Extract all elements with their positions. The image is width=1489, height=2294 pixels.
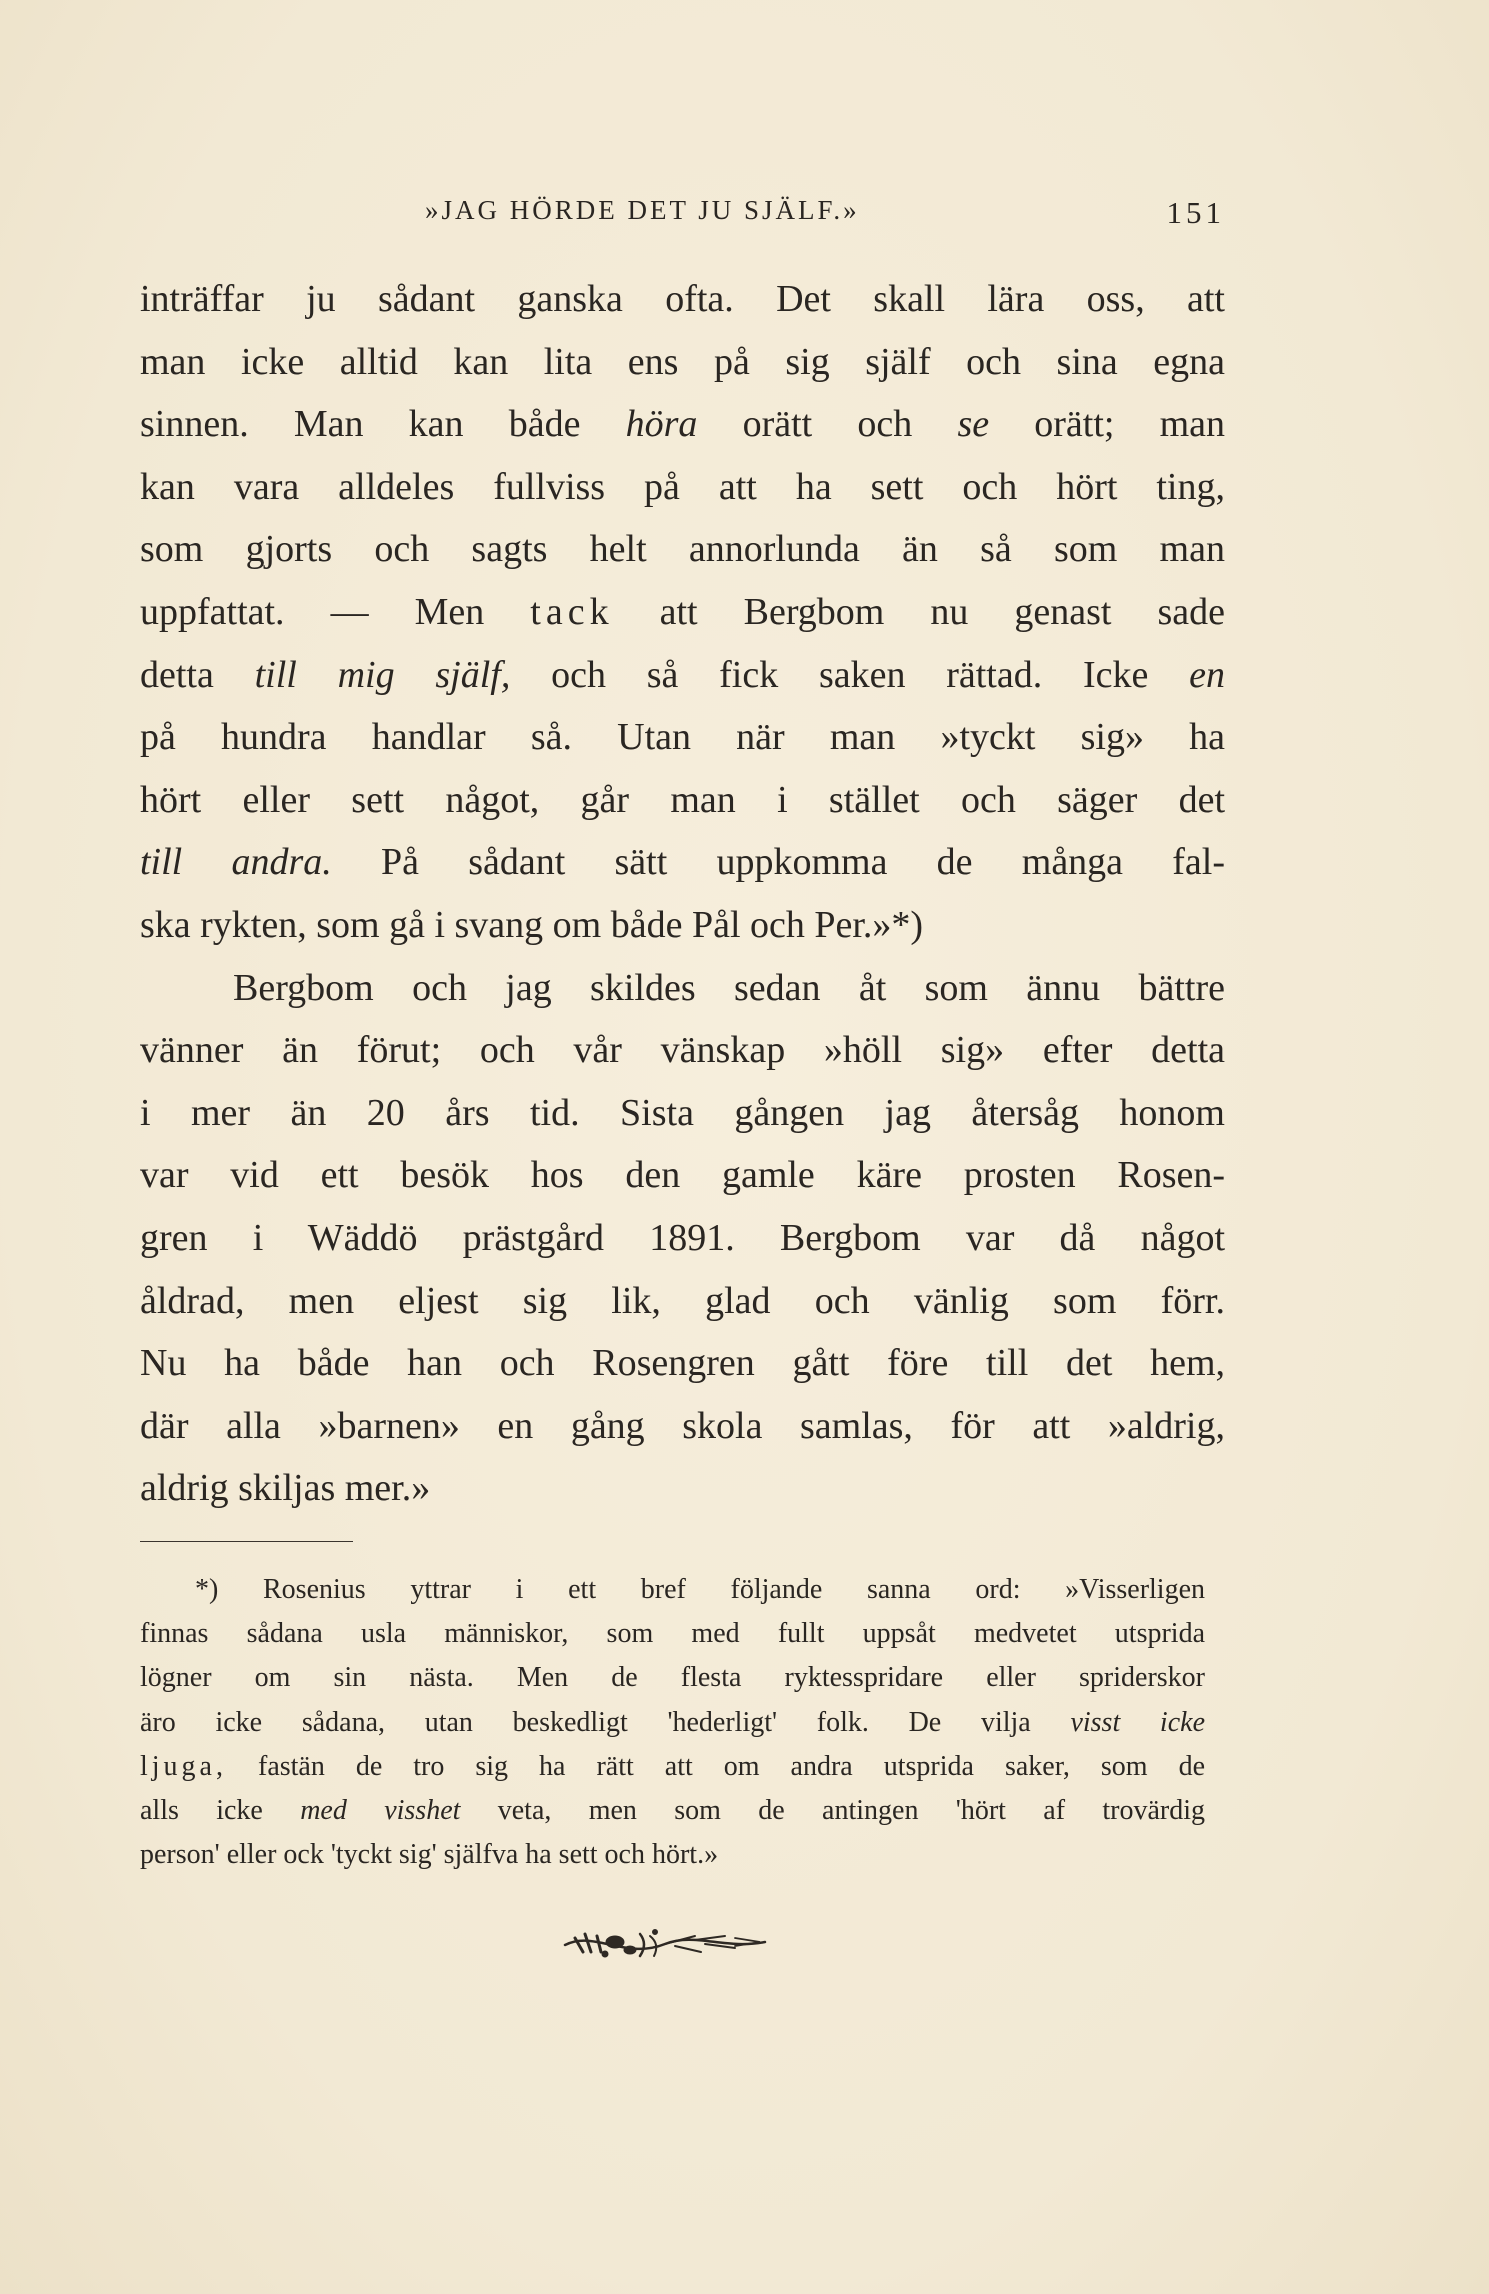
text-line: i mer än 20 års tid. Sista gången jag återsåg honom: [140, 1091, 1225, 1134]
text-span: och så fick saken rättad. Icke: [551, 653, 1149, 696]
footnote-line: *) Rosenius yttrar i ett bref följande sanna ord: »Visserligen: [195, 1574, 1205, 1605]
text-line: inträffar ju sådant ganska ofta. Det skall lära oss, att: [140, 278, 1225, 320]
text-span: fastän de tro sig ha rätt att om andra utsprida saker, som de: [258, 1750, 1205, 1782]
footnote-line: [140, 1745, 1205, 1789]
text-line: som gjorts och sagts helt annorlunda än så som man: [140, 528, 1225, 571]
italic-emphasis: se: [957, 403, 990, 446]
footnote-line: person' eller ock 'tyckt sig' själfva ha sett och hört.»: [140, 1839, 719, 1871]
text-line: man icke alltid kan lita ens på sig själf och sina egna: [140, 340, 1225, 383]
italic-emphasis: till andra.: [140, 841, 332, 884]
text-line: [140, 581, 1225, 644]
italic-emphasis: visst icke: [1070, 1706, 1205, 1738]
text-line: kan vara alldeles fullviss på att ha sett och hört ting,: [140, 465, 1225, 508]
text-line: Nu ha både han och Rosengren gått före till det hem,: [140, 1342, 1225, 1385]
italic-emphasis: en: [1189, 653, 1226, 696]
italic-emphasis: med visshet: [300, 1794, 461, 1826]
footnote-line: lögner om sin nästa. Men de flesta ryktesspridare eller spriderskor: [140, 1662, 1205, 1694]
text-line: på hundra handlar så. Utan när man »tyckt sig» ha: [140, 716, 1225, 759]
text-line: var vid ett besök hos den gamle käre prosten Rosen-: [140, 1154, 1225, 1197]
text-span: orätt; man: [1034, 403, 1226, 446]
footnote: [140, 1568, 1205, 1877]
text-span: orätt och: [742, 403, 913, 446]
footnote-line: finnas sådana usla människor, som med fullt uppsåt medvetet utsprida: [140, 1618, 1205, 1650]
text-line: gren i Wäddö prästgård 1891. Bergbom var då något: [140, 1216, 1225, 1259]
footnote-line: [140, 1701, 1205, 1745]
running-head-title: »JAG HÖRDE DET JU SJÄLF.»: [425, 195, 860, 225]
text-line: [140, 393, 1225, 456]
footnote-line: [140, 1789, 1205, 1833]
text-span: På sådant sätt uppkomma de många fal-: [380, 841, 1225, 884]
running-head: [140, 195, 1225, 235]
italic-emphasis: till mig själf,: [254, 653, 511, 696]
footnote-rule: [140, 1541, 353, 1542]
italic-emphasis: höra: [625, 403, 698, 446]
body-text: [140, 268, 1225, 1520]
text-line: [140, 644, 1225, 707]
text-line: ska rykten, som gå i svang om både Pål och Per.»*): [140, 903, 924, 946]
text-line: vänner än förut; och vår vänskap »höll sig» efter detta: [140, 1029, 1225, 1072]
floral-ornament-icon: [555, 1920, 775, 1970]
text-line: hört eller sett något, går man i stället och säger det: [140, 778, 1225, 821]
text-line: där alla »barnen» en gång skola samlas, för att »aldrig,: [140, 1404, 1225, 1447]
text-span: alls icke: [140, 1794, 263, 1826]
text-line: Bergbom och jag skildes sedan åt som ännu bättre: [233, 966, 1225, 1009]
text-line: åldrad, men eljest sig lik, glad och vänlig som förr.: [140, 1279, 1225, 1322]
spaced-emphasis: ljuga,: [140, 1750, 227, 1782]
text-span: att Bergbom nu genast sade: [659, 590, 1226, 633]
text-line: aldrig skiljas mer.»: [140, 1467, 431, 1510]
text-span: äro icke sådana, utan beskedligt 'hederligt' folk. De vilja: [140, 1706, 1031, 1738]
text-span: detta: [140, 653, 214, 696]
text-span: sinnen. Man kan både: [140, 403, 581, 446]
text-span: veta, men som de antingen 'hört af trovärdig: [497, 1794, 1206, 1826]
spaced-emphasis: tack: [530, 590, 614, 633]
page-number: 151: [1166, 195, 1225, 230]
text-line: [140, 831, 1225, 894]
text-span: uppfattat. — Men: [140, 590, 485, 633]
